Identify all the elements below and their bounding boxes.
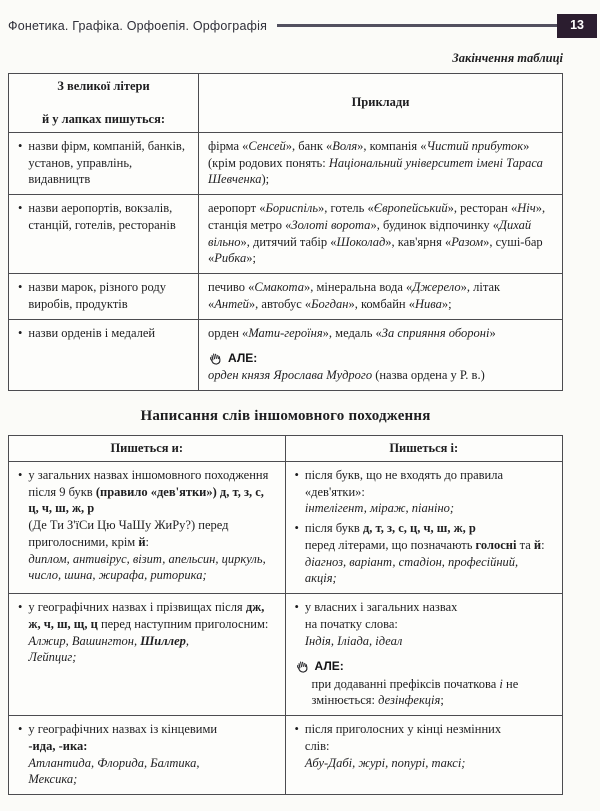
column-header-examples: Приклади [351,95,410,110]
column-header-left: З великої літери й у лапках пишуться: [9,74,199,132]
bullet-icon: • [18,467,23,482]
exception-label: АЛЕ: [228,351,258,366]
table-row [9,319,562,391]
hand-icon [293,658,311,676]
running-header: Фонетика. Графіка. Орфоепія. Орфографія [8,18,268,33]
examples-cell: аеропорт «Бориспіль», готель «Європейський», ресторан «Ніч», станція метро «Золоті ворота», будинок відпочинку «Дихай вільно», дитячий табір «Шоколад», кав'ярня «Разом», суші-бар «Рибка»; [208,201,546,266]
rule-text: назви марок, різного роду виробів, продуктів [28,280,167,311]
exception-note [208,350,553,384]
bullet-icon: • [18,280,23,294]
rule-cell [286,462,563,593]
rule-text: у географічних назвах і прізвищах після дж, ж, ч, ш, щ, ц перед наступним приголосним: Алжир, Вашингтон, Шиллер, Лейпциг; [28,600,269,665]
rule-cell [9,462,286,593]
rule-cell [9,274,199,319]
section-title: Написання слів іншомовного походження [140,408,431,425]
bullet-icon: • [18,201,23,215]
foreign-words-table [8,435,563,795]
exception-text: орден князя Ярослава Мудрого (назва ордена у Р. в.) [208,368,485,383]
rule-cell [9,320,199,391]
column-header-i: Пишеться і: [389,441,459,456]
hand-icon [207,349,225,367]
rule-text: у загальних назвах іншомовного походження після 9 букв (правило «дев'ятки») д, т, з, с, ц, ч, ш, ж, р (Де Ти З'їСи Цю ЧаШу ЖиРу?) перед приголосними, крім й: диплом, антивірус, візит, апельсин, циркуль, число, шина, жирафа, риторика; [28,467,269,583]
exception-header [295,658,554,674]
rule-text: назви фірм, компаній, банків, установ, управлінь, видавництв [28,138,185,187]
examples-text: орден «Мати-героїня», медаль «За сприяння обороні» [208,325,496,340]
exception-header [208,350,553,366]
rule-text: після приголосних у кінці незмінних слів: Абу-Дабі, журі, попурі, таксі; [304,722,502,770]
rule-text: у географічних назвах із кінцевими -ида, -ика: Атлантида, Флорида, Балтика, Мексика; [28,722,218,787]
table-header-row [9,436,562,461]
table-row [9,461,562,593]
rule-text: після букв д, т, з, с, ц, ч, ш, ж, р перед літерами, що позначають голосні та й: діагноз, варіант, стадіон, професійний, акція; [304,521,545,586]
bullet-icon: • [18,138,23,153]
page-header [8,14,597,38]
table-row [9,132,562,194]
examples-cell: печиво «Смакота», мінеральна вода «Джерело», літак «Антей», автобус «Богдан», комбайн «Нива»; [208,280,501,311]
exception-note [295,658,554,709]
table-row [9,593,562,715]
capitalization-table [8,73,563,392]
table-row [9,715,562,794]
bullet-icon: • [294,467,299,482]
rule-cell [9,594,286,715]
rule-cell [286,716,563,794]
rule-cell [286,594,563,715]
rule-text: після букв, що не входять до правила «дев'ятки»: інтелігент, міраж, піаніно; [304,467,503,516]
bullet-icon: • [294,600,299,615]
table-row [9,194,562,273]
rule-text: назви аеропортів, вокзалів, станцій, готелів, ресторанів [28,201,176,232]
rule-text: назви орденів і медалей [28,325,156,340]
bullet-icon: • [294,722,299,736]
examples-cell [199,320,562,391]
rule-cell [9,195,199,273]
page-number-badge: 13 [557,14,597,38]
rule-cell [9,133,199,194]
column-header-y: Пишеться и: [9,436,286,461]
examples-cell: фірма «Сенсей», банк «Воля», компанія «Чистий прибуток» (крім родових понять: Національний університет імені Тараса Шевченка); [208,138,543,187]
rule-cell [9,716,286,794]
table-continuation-note: Закінчення таблиці [452,50,563,65]
rule-text: у власних і загальних назвах на початку слова: Індія, Іліада, ідеал [304,600,458,648]
exception-text: при додаванні префіксів початкова і не змінюється: дезінфекція; [311,676,519,708]
bullet-icon: • [18,325,23,340]
bullet-icon: • [18,722,23,736]
bullet-icon: • [294,521,299,536]
table-header-row [9,74,562,132]
bullet-icon: • [18,600,23,615]
table-row [9,273,562,319]
exception-label: АЛЕ: [314,659,344,674]
header-rule [277,24,557,27]
